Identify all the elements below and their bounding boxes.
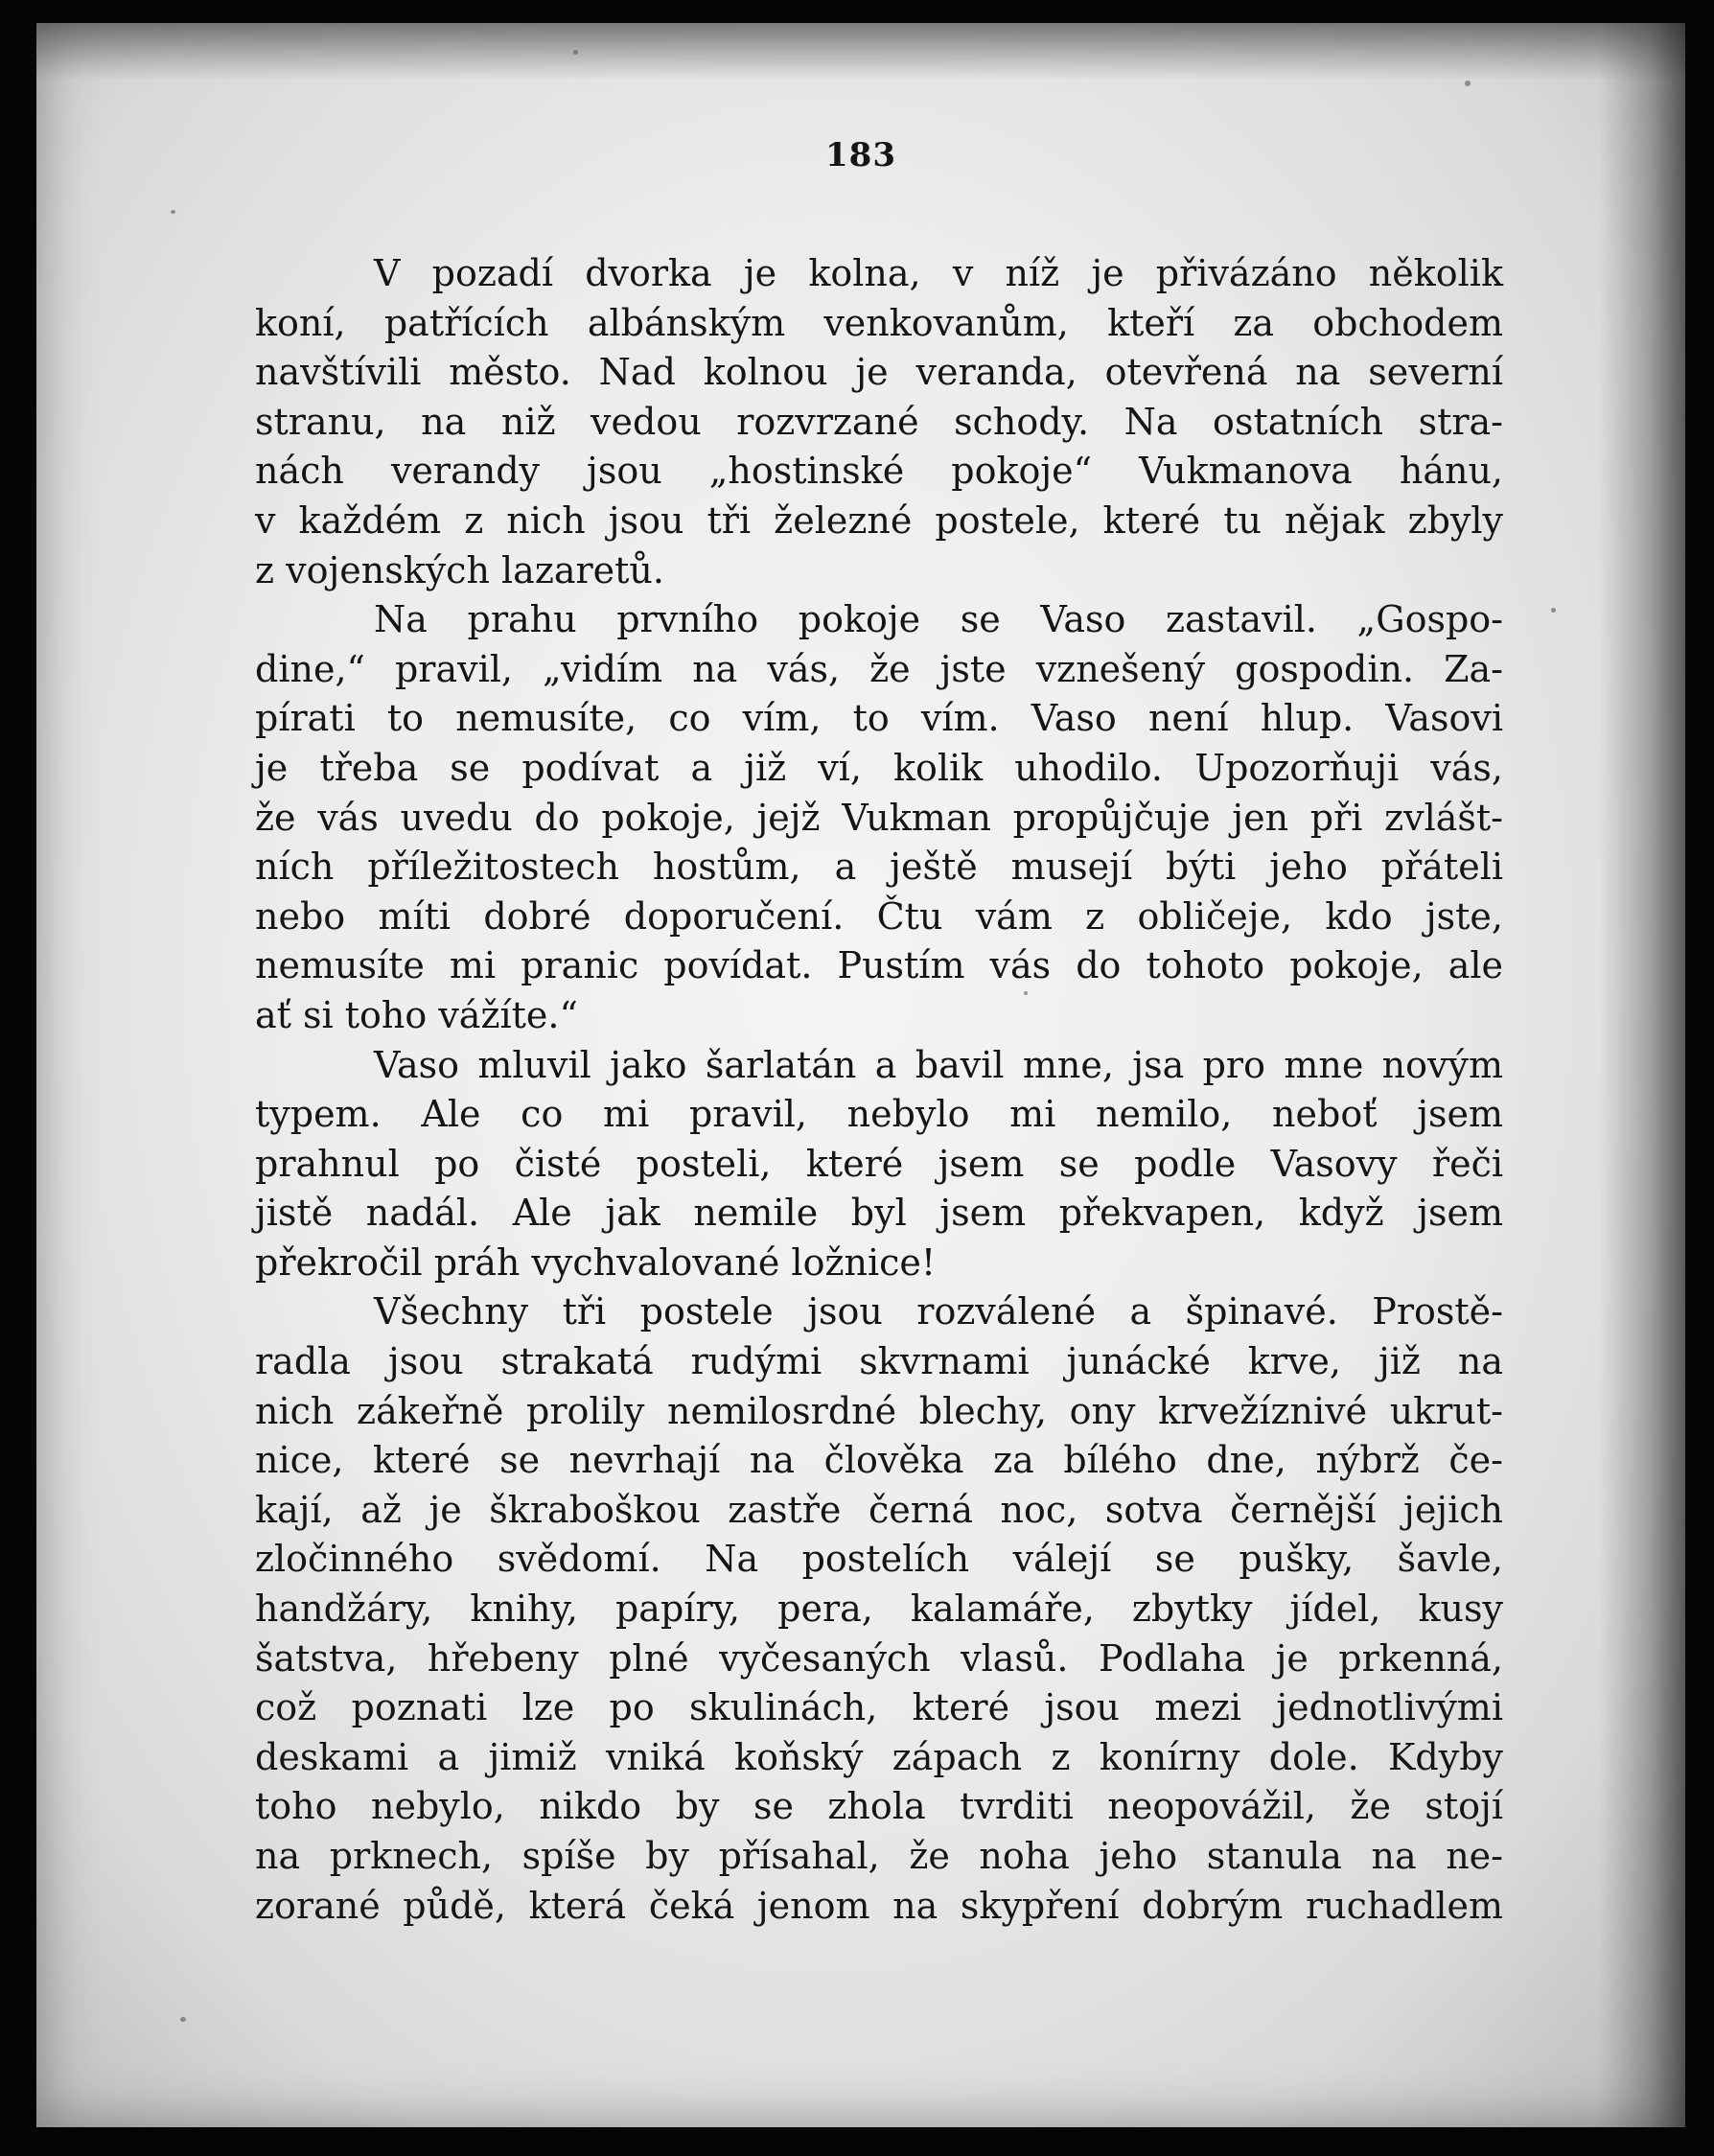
text-line: jistě nadál. Ale jak nemile byl jsem překvapen, když jsem [255, 1192, 1503, 1235]
text-line: V pozadí dvorka je kolna, v níž je přivázáno několik [374, 252, 1503, 294]
text-line: nách verandy jsou „hostinské pokoje“ Vukmanova hánu, [255, 450, 1503, 493]
text-line: handžáry, knihy, papíry, pera, kalamáře, zbytky jídel, kusy [255, 1588, 1503, 1631]
text-line: kají, až je škraboškou zastře černá noc, sotva černější jejich [255, 1488, 1503, 1531]
book-page [36, 23, 1685, 2127]
text-line: zločinného svědomí. Na postelích válejí se pušky, šavle, [255, 1538, 1503, 1581]
text-line: nemusíte mi pranic povídat. Pustím vás do tohoto pokoje, ale [255, 944, 1503, 987]
text-line: šatstva, hřebeny plné vyčesaných vlasů. Podlaha je prkenná, [255, 1636, 1503, 1680]
text-line: dine,“ pravil, „vidím na vás, že jste vznešený gospodin. Za- [255, 647, 1503, 690]
text-line: prahnul po čisté posteli, které jsem se podle Vasovy řeči [255, 1142, 1503, 1185]
scan-speck [1551, 608, 1556, 613]
text-line: překročil práh vychvalované ložnice! [255, 1240, 937, 1284]
text-line: navštívili město. Nad kolnou je veranda, otevřená na severní [255, 351, 1503, 394]
text-line: ních příležitostech hostům, a ještě musejí býti jeho přáteli [255, 846, 1503, 889]
text-line: deskami a jimiž vniká koňský zápach z konírny dole. Kdyby [255, 1735, 1503, 1778]
text-line: Všechny tři postele jsou rozválené a špinavé. Prostě- [374, 1290, 1503, 1333]
page-number: 183 [825, 136, 896, 174]
text-line: z vojenských lazaretů. [255, 548, 664, 591]
text-line: Na prahu prvního pokoje se Vaso zastavil. „Gospo- [374, 598, 1503, 641]
text-line: koní, patřících albánským venkovanům, kteří za obchodem [255, 301, 1503, 344]
page-shadow-right [1599, 23, 1685, 2127]
text-line: Vaso mluvil jako šarlatán a bavil mne, jsa pro mne novým [374, 1043, 1503, 1086]
body-text [255, 249, 1503, 1931]
scan-speck [573, 50, 578, 55]
scan-speck [171, 210, 175, 214]
text-line: radla jsou strakatá rudými skvrnami junácké krve, již na [255, 1340, 1503, 1383]
text-line: stranu, na niž vedou rozvrzané schody. Na ostatních stra- [255, 400, 1503, 443]
scan-speck [180, 2017, 186, 2022]
text-line: což poznati lze po skulinách, které jsou mezi jednotlivými [255, 1686, 1503, 1729]
text-line: je třeba se podívat a již ví, kolik uhodilo. Upozorňuji vás, [255, 746, 1503, 789]
text-line: na prknech, spíše by přísahal, že noha jeho stanula na ne- [255, 1835, 1503, 1877]
text-line: nebo míti dobré doporučení. Čtu vám z obličeje, kdo jste, [255, 894, 1503, 938]
page-shadow-top [36, 23, 1685, 81]
text-line: nich zákeřně prolily nemilosrdné blechy, ony krvežíznivé ukrut- [255, 1389, 1503, 1432]
text-line: toho nebylo, nikdo by se zhola tvrditi neopovážil, že stojí [255, 1785, 1503, 1828]
scan-speck [1465, 81, 1471, 86]
text-line: nice, které se nevrhají na člověka za bílého dne, nýbrž če- [255, 1439, 1503, 1482]
text-line: že vás uvedu do pokoje, jejž Vukman propůjčuje jen při zvlášt- [255, 796, 1503, 839]
text-line: v každém z nich jsou tři železné postele, které tu nějak zbyly [255, 498, 1503, 542]
text-line: typem. Ale co mi pravil, nebylo mi nemilo, neboť jsem [255, 1093, 1503, 1136]
text-line: zorané půdě, která čeká jenom na skypření dobrým ruchadlem [255, 1884, 1503, 1927]
text-line: pírati to nemusíte, co vím, to vím. Vaso není hlup. Vasovi [255, 697, 1503, 740]
text-line: ať si toho vážíte.“ [255, 993, 578, 1036]
